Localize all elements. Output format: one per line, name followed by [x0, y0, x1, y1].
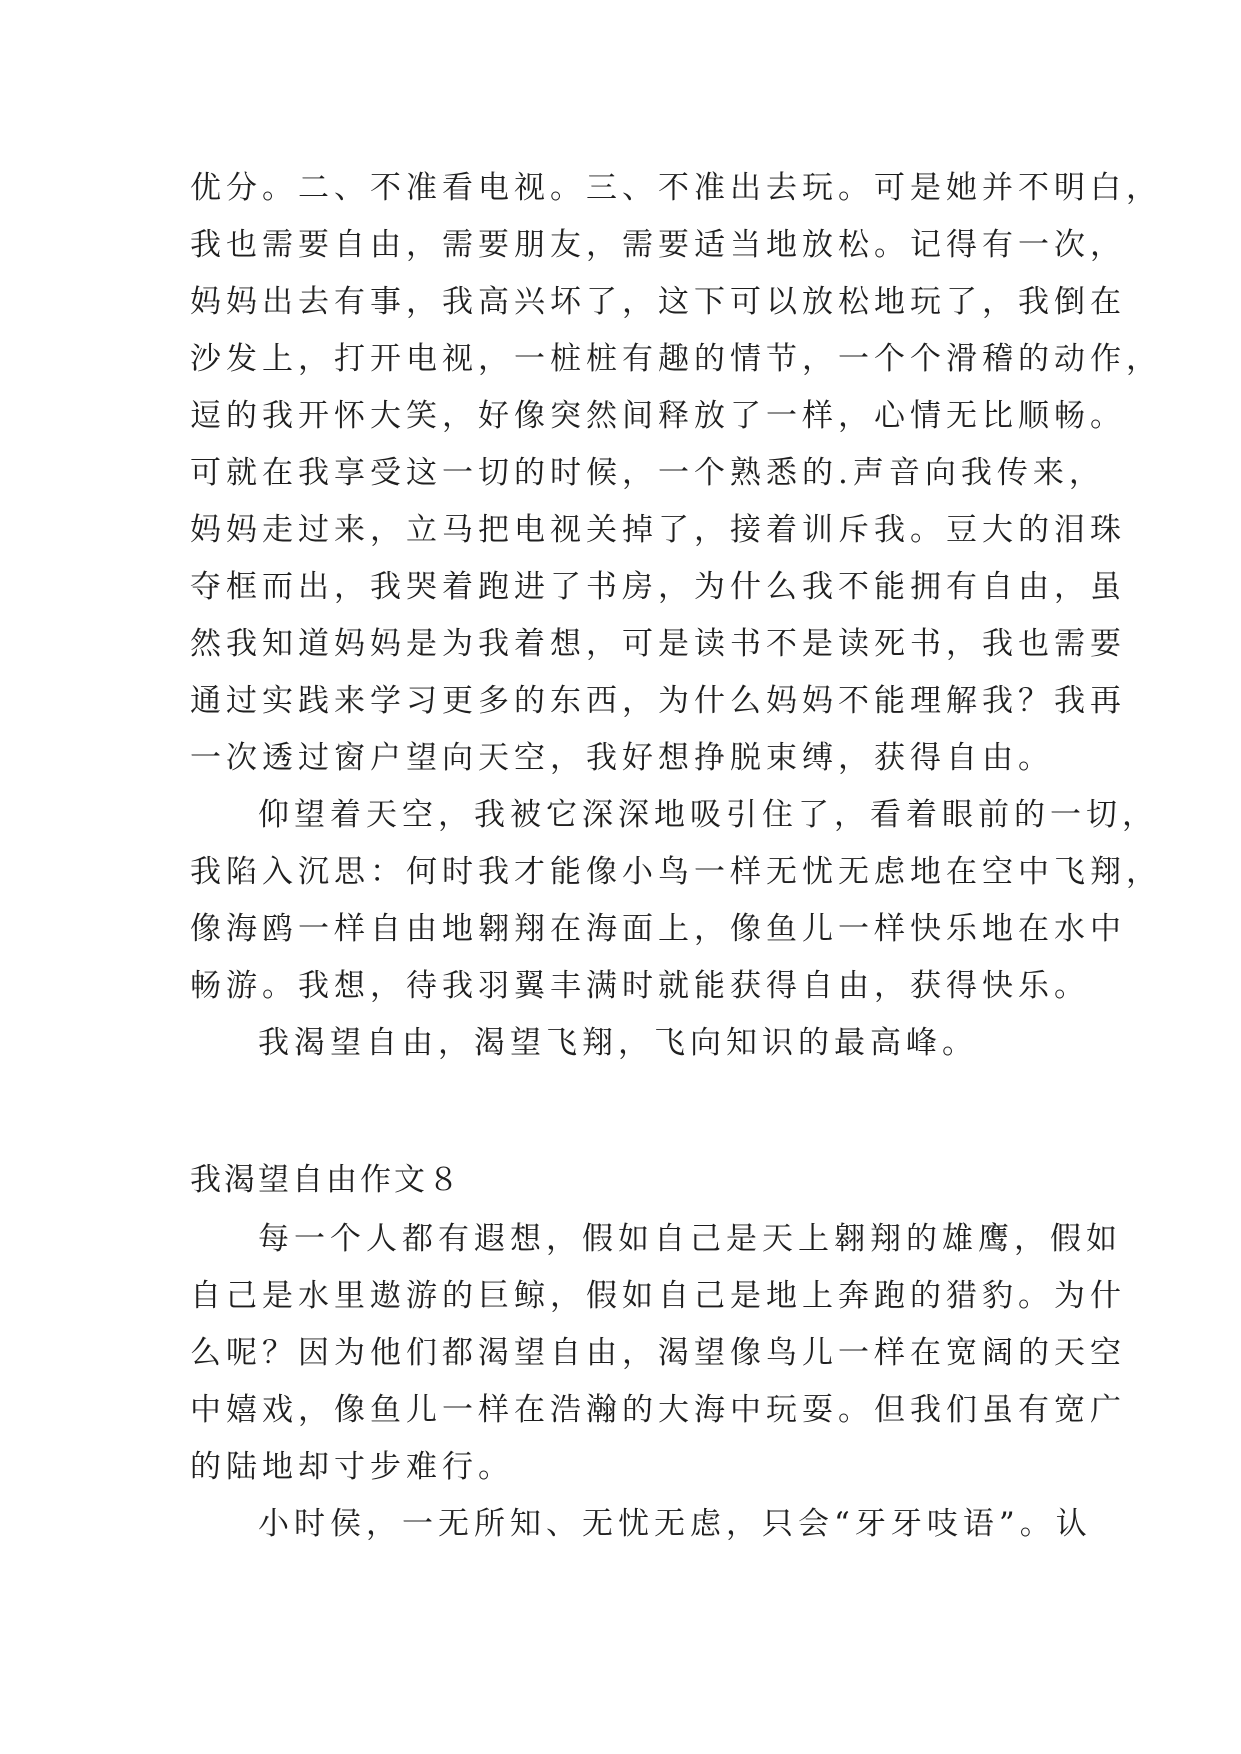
essay-8 [190, 1211, 1126, 1553]
text-line: 的陆地却寸步难行。 [190, 1449, 514, 1485]
essay-heading: 我渴望自由作文８ [190, 1162, 462, 1198]
text-line: 仰望着天空，我被它深深地吸引住了，看着眼前的一切， [258, 797, 1158, 833]
text-line: 自己是水里遨游的巨鲸，假如自己是地上奔跑的猎豹。为什 [190, 1278, 1126, 1314]
text-line: 沙发上，打开电视，一桩桩有趣的情节，一个个滑稽的动作， [190, 341, 1162, 377]
text-line: 中嬉戏，像鱼儿一样在浩瀚的大海中玩耍。但我们虽有宽广 [190, 1392, 1126, 1428]
text-line: 我陷入沉思：何时我才能像小鸟一样无忧无虑地在空中飞翔， [190, 854, 1162, 890]
text-line: 通过实践来学习更多的东西，为什么妈妈不能理解我？我再 [190, 683, 1126, 719]
text-line: 我渴望自由，渴望飞翔，飞向知识的最高峰。 [258, 1025, 978, 1061]
text-line: 么呢？因为他们都渴望自由，渴望像鸟儿一样在宽阔的天空 [190, 1335, 1126, 1371]
text-line: 像海鸥一样自由地翱翔在海面上，像鱼儿一样快乐地在水中 [190, 911, 1126, 947]
text-line: 然我知道妈妈是为我着想，可是读书不是读死书，我也需要 [190, 626, 1126, 662]
text-line: 可就在我享受这一切的时候，一个熟悉的.声音向我传来， [190, 455, 1105, 491]
text-line: 我也需要自由，需要朋友，需要适当地放松。记得有一次， [190, 227, 1126, 263]
text-line: 夺框而出，我哭着跑进了书房，为什么我不能拥有自由，虽 [190, 569, 1126, 605]
paragraph-8-2 [190, 1496, 1092, 1553]
text-line: 一次透过窗户望向天空，我好想挣脱束缚，获得自由。 [190, 740, 1054, 776]
paragraph-7-2 [190, 787, 1162, 1015]
text-line: 妈妈出去有事，我高兴坏了，这下可以放松地玩了，我倒在 [190, 284, 1126, 320]
paragraph-7-3 [190, 1015, 1060, 1072]
essay-7-continued [190, 160, 1162, 1072]
text-line: 小时侯，一无所知、无忧无虑，只会“牙牙吱语”。认 [258, 1506, 1092, 1542]
text-line: 妈妈走过来，立马把电视关掉了，接着训斥我。豆大的泪珠 [190, 512, 1126, 548]
text-line: 每一个人都有遐想，假如自己是天上翱翔的雄鹰，假如 [258, 1221, 1122, 1257]
text-line: 优分。二、不准看电视。三、不准出去玩。可是她并不明白， [190, 170, 1162, 206]
paragraph-8-1 [190, 1211, 1126, 1496]
paragraph-7-1 [190, 160, 1162, 787]
text-line: 逗的我开怀大笑，好像突然间释放了一样，心情无比顺畅。 [190, 398, 1126, 434]
text-line: 畅游。我想，待我羽翼丰满时就能获得自由，获得快乐。 [190, 968, 1090, 1004]
